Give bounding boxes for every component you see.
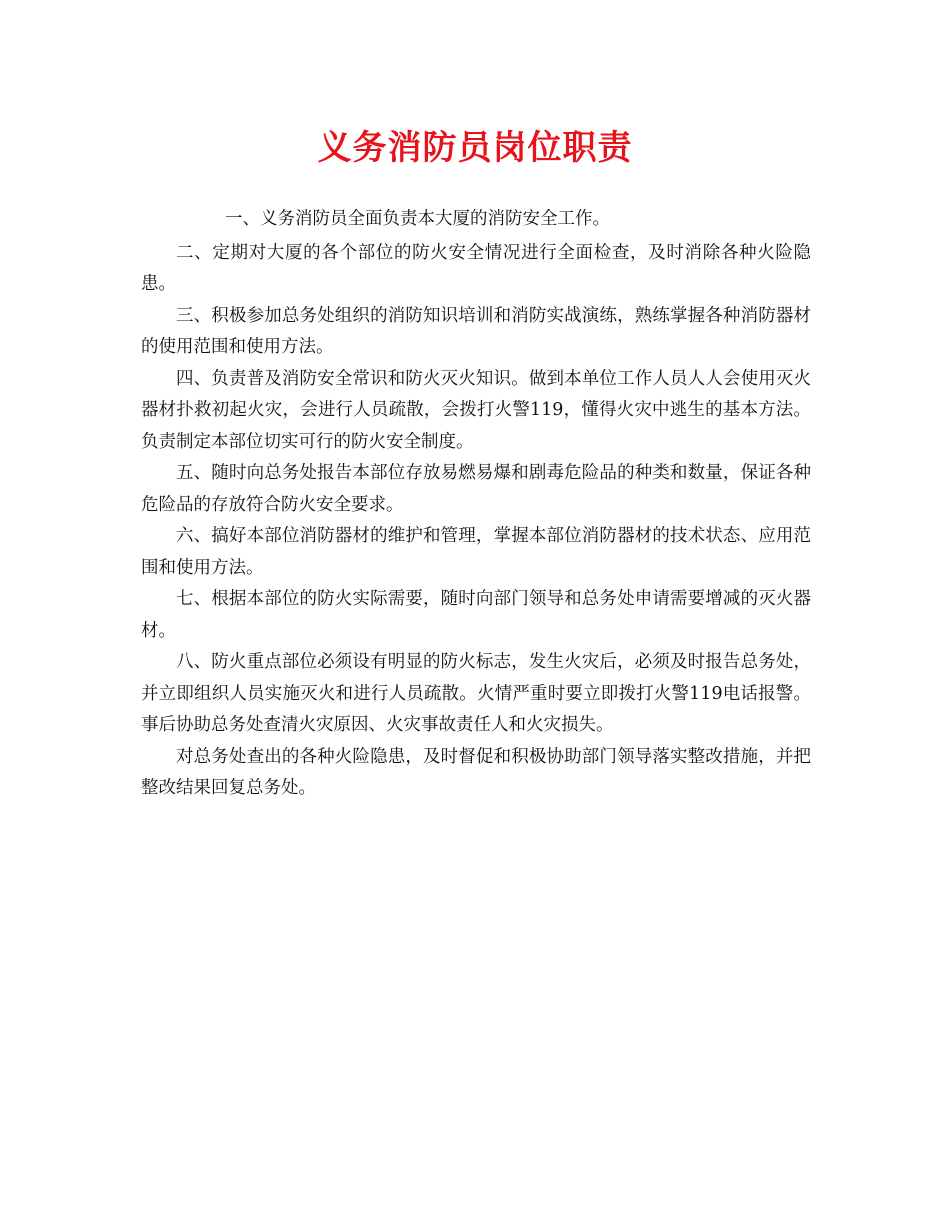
paragraph-8: 八、防火重点部位必须设有明显的防火标志，发生火灾后，必须及时报告总务处，并立即组织人员实施灭火和进行人员疏散。火情严重时要立即拨打火警119电话报警。事后协助总务处查清火灾原因、火灾事故责任人和火灾损失。 (141, 652, 811, 735)
paragraph-2: 二、定期对大厦的各个部位的防火安全情况进行全面检查，及时消除各种火险隐患。 (141, 242, 811, 294)
document-body (141, 204, 811, 805)
paragraph-4: 四、负责普及消防安全常识和防火灭火知识。做到本单位工作人员人人会使用灭火器材扑救初起火灾，会进行人员疏散，会拨打火警119，懂得火灾中逃生的基本方法。负责制定本部位切实可行的防火安全制度。 (141, 368, 811, 452)
paragraph-5: 五、随时向总务处报告本部位存放易燃易爆和剧毒危险品的种类和数量，保证各种危险品的存放符合防火安全要求。 (141, 463, 811, 515)
document-title: 义务消防员岗位职责 (317, 128, 633, 168)
paragraph-6: 六、搞好本部位消防器材的维护和管理，掌握本部位消防器材的技术状态、应用范围和使用方法。 (141, 526, 811, 578)
paragraph-1: 一、义务消防员全面负责本大厦的消防安全工作。 (225, 209, 610, 229)
paragraph-7: 七、根据本部位的防火实际需要，随时向部门领导和总务处申请需要增减的灭火器材。 (141, 589, 811, 641)
paragraph-9: 对总务处查出的各种火险隐患，及时督促和积极协助部门领导落实整改措施，并把整改结果回复总务处。 (141, 746, 811, 798)
paragraph-3: 三、积极参加总务处组织的消防知识培训和消防实战演练，熟练掌握各种消防器材的使用范围和使用方法。 (141, 305, 811, 357)
